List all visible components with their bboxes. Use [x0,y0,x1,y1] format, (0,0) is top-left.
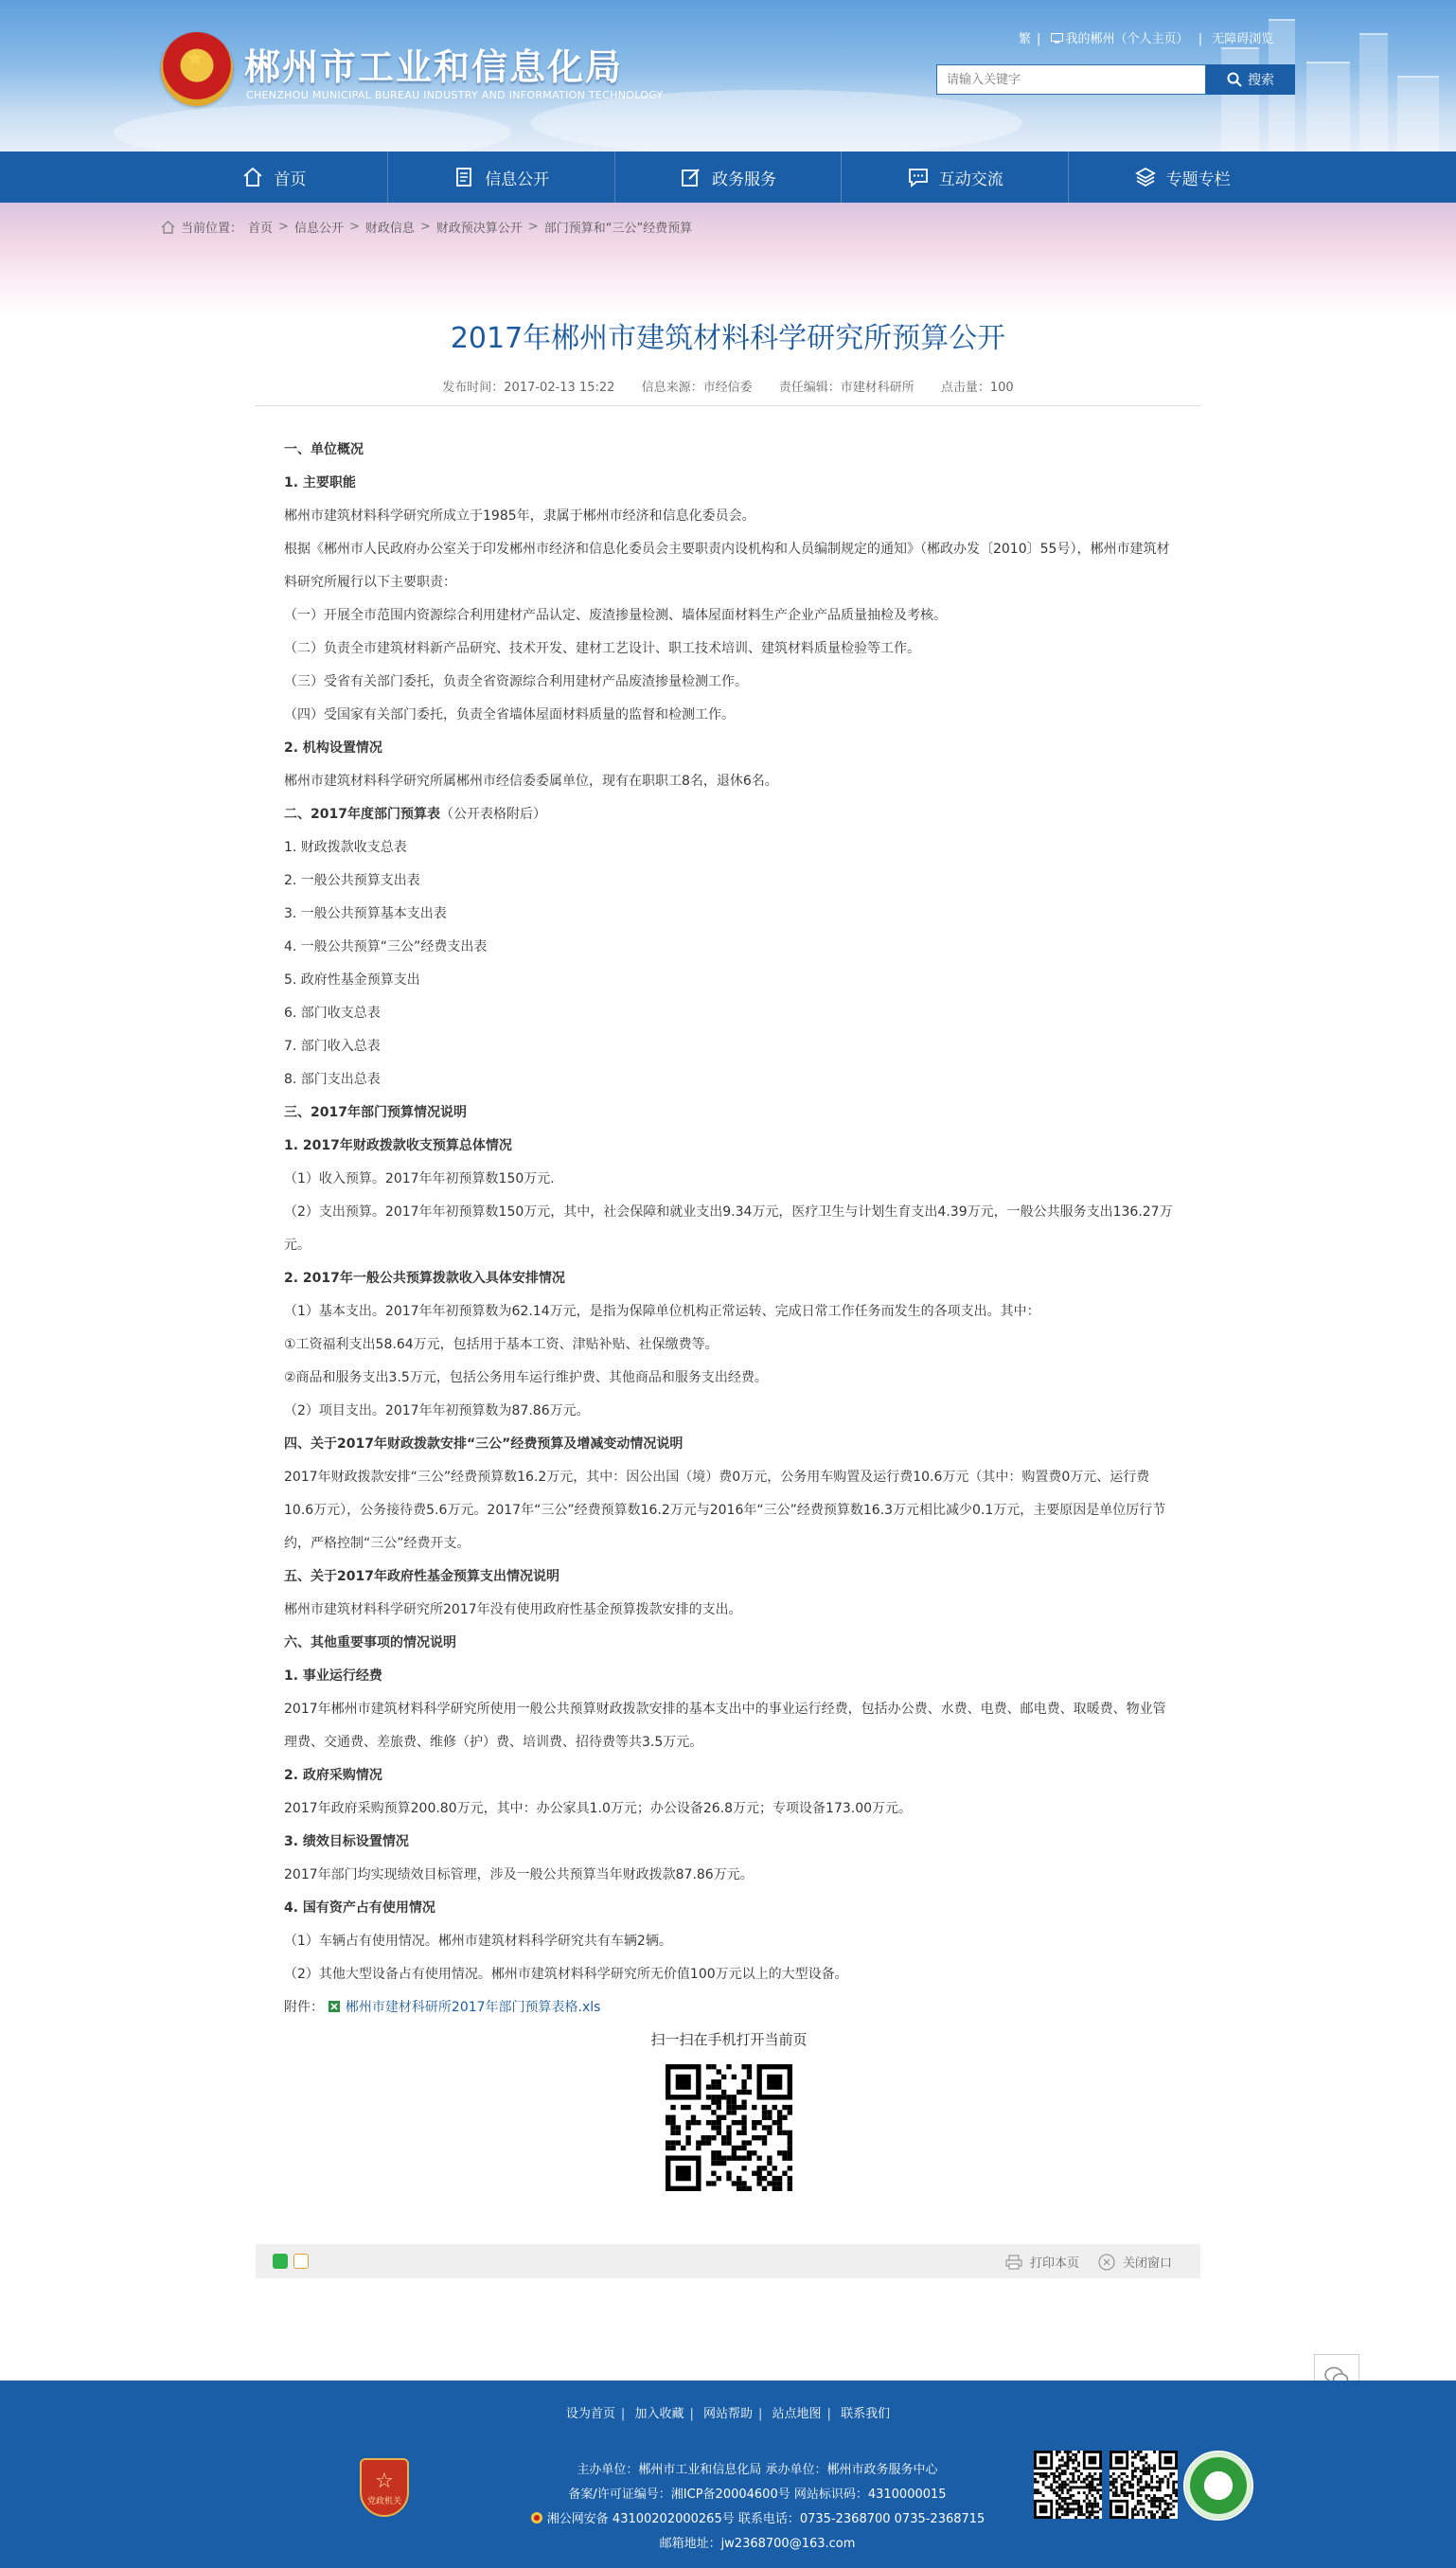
paragraph: 2017年部门均实现绩效目标管理，涉及一般公共预算当年财政拨款87.86万元。 [284,1867,754,1882]
paragraph: 郴州市建筑材料科学研究所成立于1985年，隶属于郴州市经济和信息化委员会。 [284,508,755,524]
paragraph: 7. 部门收入总表 [284,1039,381,1054]
paragraph: 5. 政府性基金预算支出 [284,972,420,988]
footer-email: 邮箱地址：jw2368700@163.com [659,2537,856,2551]
paragraph: 6. 部门收支总表 [284,1006,381,1021]
breadcrumb-link[interactable]: 部门预算和“三公”经费预算 [543,222,693,236]
qr-code [1110,2451,1178,2519]
divider [256,405,1200,406]
article-title: 2017年郴州市建筑材料科学研究所预算公开 [450,322,1006,355]
main-nav [0,152,1456,203]
paragraph: 1. 2017年财政拨款收支预算总体情况 [284,1138,512,1153]
paragraph: 2. 政府采购情况 [284,1768,382,1783]
paragraph: （三）受省有关部门委托，负责全省资源综合利用建材产品废渣掺量检测工作。 [284,674,748,689]
editor: 责任编辑：市建材科研所 [778,381,914,395]
paragraph: 3. 一般公共预算基本支出表 [284,906,447,921]
header-decoration [1397,76,1439,152]
paragraph: 四、关于2017年财政拨款安排“三公”经费预算及增减变动情况说明 [284,1436,684,1452]
accessibility-link[interactable]: 无障碍浏览 [1212,32,1274,46]
qr-code [1034,2451,1102,2519]
paragraph: （2）其他大型设备占有使用情况。郴州市建筑材料科学研究所无价值100万元以上的大型设备。 [284,1967,848,1982]
footer-link[interactable]: 联系我们 [841,2407,891,2421]
publish-time: 发布时间：2017-02-13 15:22 [442,381,615,395]
paragraph: （四）受国家有关部门委托，负责全省墙体屋面材料质量的监督和检测工作。 [284,707,735,722]
my-page-link[interactable]: 我的郴州（个人主页） [1051,32,1193,46]
nav-item-topics[interactable]: 专题专栏 [1069,152,1295,203]
paragraph: 郴州市建筑材料科学研究所属郴州市经信委委属单位，现有在职职工8名，退休6名。 [284,774,778,789]
weibo-share-icon[interactable] [293,2254,309,2269]
paragraph: 3. 绩效目标设置情况 [284,1834,409,1849]
footer-police: 湘公网安备 43100202000265号 联系电话：0735-2368700 0735-2368715 [464,2507,1051,2532]
paragraph: 2017年政府采购预算200.80万元，其中：办公家具1.0万元；办公设备26.8万元；专项设备173.00万元。 [284,1801,913,1816]
home-icon [241,166,264,188]
search-icon [1227,72,1242,87]
site-footer [0,2381,1456,2568]
document-icon [453,166,475,188]
footer-link[interactable]: 加入收藏 [634,2407,684,2421]
nav-item-info[interactable]: 信息公开 [388,152,615,203]
search-button[interactable]: 搜索 [1206,64,1295,95]
excel-file-icon [328,2000,341,2013]
paragraph: （二）负责全市建筑材料新产品研究、技术开发、建材工艺设计、职工技术培训、建筑材料质量检验等工作。 [284,641,920,656]
paragraph: （2）支出预算。2017年年初预算数150万元，其中，社会保障和就业支出9.34万元，医疗卫生与计划生育支出4.39万元，一般公共服务支出136.27万元。 [284,1204,1173,1253]
print-icon [1005,2255,1022,2270]
paragraph: 2. 机构设置情况 [284,740,382,756]
site-title[interactable]: 郴州市工业和信息化局 [244,45,624,88]
footer-link[interactable]: 网站帮助 [702,2407,753,2421]
paragraph: 六、其他重要事项的情况说明 [284,1635,456,1650]
nav-item-interaction[interactable]: 互动交流 [842,152,1069,203]
footer-info [464,2458,1051,2557]
paragraph: 1. 事业运行经费 [284,1668,382,1684]
paragraph: 一、单位概况 [284,442,364,457]
footer-icp: 备案/许可证编号：湘ICP备20004600号 网站标识码：4310000015 [568,2488,947,2502]
header-decoration [114,104,511,152]
paragraph: 8. 部门支出总表 [284,1072,381,1087]
qr-caption: 扫一扫在手机打开当前页 [650,2031,808,2048]
national-emblem-icon: ★ [161,32,233,106]
paragraph: 2017年郴州市建筑材料科学研究所使用一般公共预算财政拨款安排的基本支出中的事业运行经费，包括办公费、水费、电费、邮电费、取暖费、物业管理费、交通费、差旅费、维修（护）费、培训费、招待费等共3.5万元。 [284,1702,1166,1750]
paragraph: （1）基本支出。2017年年初预算数为62.14万元，是指为保障单位机构正常运转、完成日常工作任务而发生的各项支出。其中： [284,1304,1040,1319]
article-body [284,434,1174,2191]
party-gov-badge[interactable]: ☆ 党政机关 [360,2458,409,2517]
print-button[interactable]: 打印本页 [1005,2253,1079,2271]
nav-item-services[interactable]: 政务服务 [615,152,843,203]
top-links: 繁 | 我的郴州（个人主页） | 无障碍浏览 [1019,32,1274,46]
view-count: 点击量：100 [940,381,1014,395]
breadcrumb-label: 当前位置： [181,222,243,236]
header-decoration [1359,33,1388,152]
breadcrumb: 当前位置： 首页 > 信息公开 > 财政信息 > 财政预决算公开 > 部门预算和“三公”经费预算 [161,218,692,236]
paragraph: （1）收入预算。2017年年初预算数150万元. [284,1171,555,1186]
paragraph: 4. 国有资产占有使用情况 [284,1900,435,1916]
attachment: 附件： 郴州市建材科研所2017年部门预算表格.xls [284,2000,601,2015]
close-icon [1098,2254,1115,2271]
paragraph: 1. 财政拨款收支总表 [284,840,407,855]
paragraph: （2）项目支出。2017年年初预算数为87.86万元。 [284,1403,590,1418]
home-icon [161,221,175,234]
close-window-button[interactable]: 关闭窗口 [1098,2253,1172,2271]
article-meta [256,377,1200,395]
site-header [0,0,1456,152]
qr-code [666,2064,792,2191]
paragraph: 三、2017年部门预算情况说明 [284,1105,467,1120]
paragraph: ②商品和服务支出3.5万元，包括公务用车运行维护费、其他商品和服务支出经费。 [284,1370,768,1385]
site-subtitle: CHENZHOU MUNICIPAL BUREAU INDUSTRY AND INFORMATION TECHNOLOGY [246,89,664,101]
edit-icon [680,166,702,188]
share-bar [256,2244,1200,2278]
wechat-share-icon[interactable] [273,2254,288,2269]
attachment-link[interactable]: 郴州市建材科研所2017年部门预算表格.xls [345,2000,601,2015]
breadcrumb-link[interactable]: 财政预决算公开 [435,222,523,236]
paragraph: 4. 一般公共预算“三公”经费支出表 [284,939,488,954]
chat-icon [907,166,930,188]
paragraph: （1）车辆占有使用情况。郴州市建筑材料科学研究共有车辆2辆。 [284,1934,672,1949]
paragraph: 2. 2017年一般公共预算拨款收入具体安排情况 [284,1271,565,1286]
nav-item-home[interactable]: 首页 [161,152,388,203]
paragraph: （一）开展全市范围内资源综合利用建材产品认定、废渣掺量检测、墙体屋面材料生产企业产品质量抽检及考核。 [284,608,947,623]
info-source: 信息来源：市经信委 [641,381,753,395]
footer-link[interactable]: 设为首页 [565,2407,615,2421]
website-seal-icon[interactable] [1183,2451,1253,2521]
breadcrumb-link[interactable]: 财政信息 [364,222,415,236]
paragraph: 2017年财政拨款安排“三公”经费预算数16.2万元，其中：因公出国（境）费0万元，公务用车购置及运行费10.6万元（其中：购置费0万元、运行费10.6万元），公务接待费5.6万元。2017年“三公”经费预算数16.2万元与2016年“三公”经费预算数16.3万元相比减少0.1万元，主要原因是单位厉行节约，严格控制“三公”经费开支。 [284,1470,1166,1551]
breadcrumb-link[interactable]: 信息公开 [293,222,344,236]
search-input[interactable] [936,64,1206,95]
paragraph: 1. 主要职能 [284,475,356,490]
header-decoration [1306,62,1350,152]
monitor-icon [1051,33,1063,44]
traditional-chinese-link[interactable]: 繁 [1019,32,1032,46]
paragraph: 根据《郴州市人民政府办公室关于印发郴州市经济和信息化委员会主要职责内设机构和人员编制规定的通知》（郴政办发〔2010〕55号），郴州市建筑材料研究所履行以下主要职责： [284,542,1170,590]
paragraph: ①工资福利支出58.64万元，包括用于基本工资、津贴补贴、社保缴费等。 [284,1337,719,1352]
breadcrumb-link[interactable]: 首页 [248,222,274,236]
police-badge-icon [530,2511,543,2524]
paragraph: 2. 一般公共预算支出表 [284,873,420,888]
footer-links: 设为首页 | 加入收藏 | 网站帮助 | 站点地图 | 联系我们 [565,2407,891,2421]
header-decoration [1221,47,1259,152]
footer-link[interactable]: 站点地图 [772,2407,822,2421]
paragraph: 二、2017年度部门预算表（公开表格附后） [284,807,546,822]
footer-sponsor: 主办单位：郴州市工业和信息化局 承办单位：郴州市政务服务中心 [577,2463,938,2477]
layers-icon [1134,166,1157,188]
paragraph: 郴州市建筑材料科学研究所2017年没有使用政府性基金预算拨款安排的支出。 [284,1602,742,1617]
paragraph: 五、关于2017年政府性基金预算支出情况说明 [284,1569,559,1584]
